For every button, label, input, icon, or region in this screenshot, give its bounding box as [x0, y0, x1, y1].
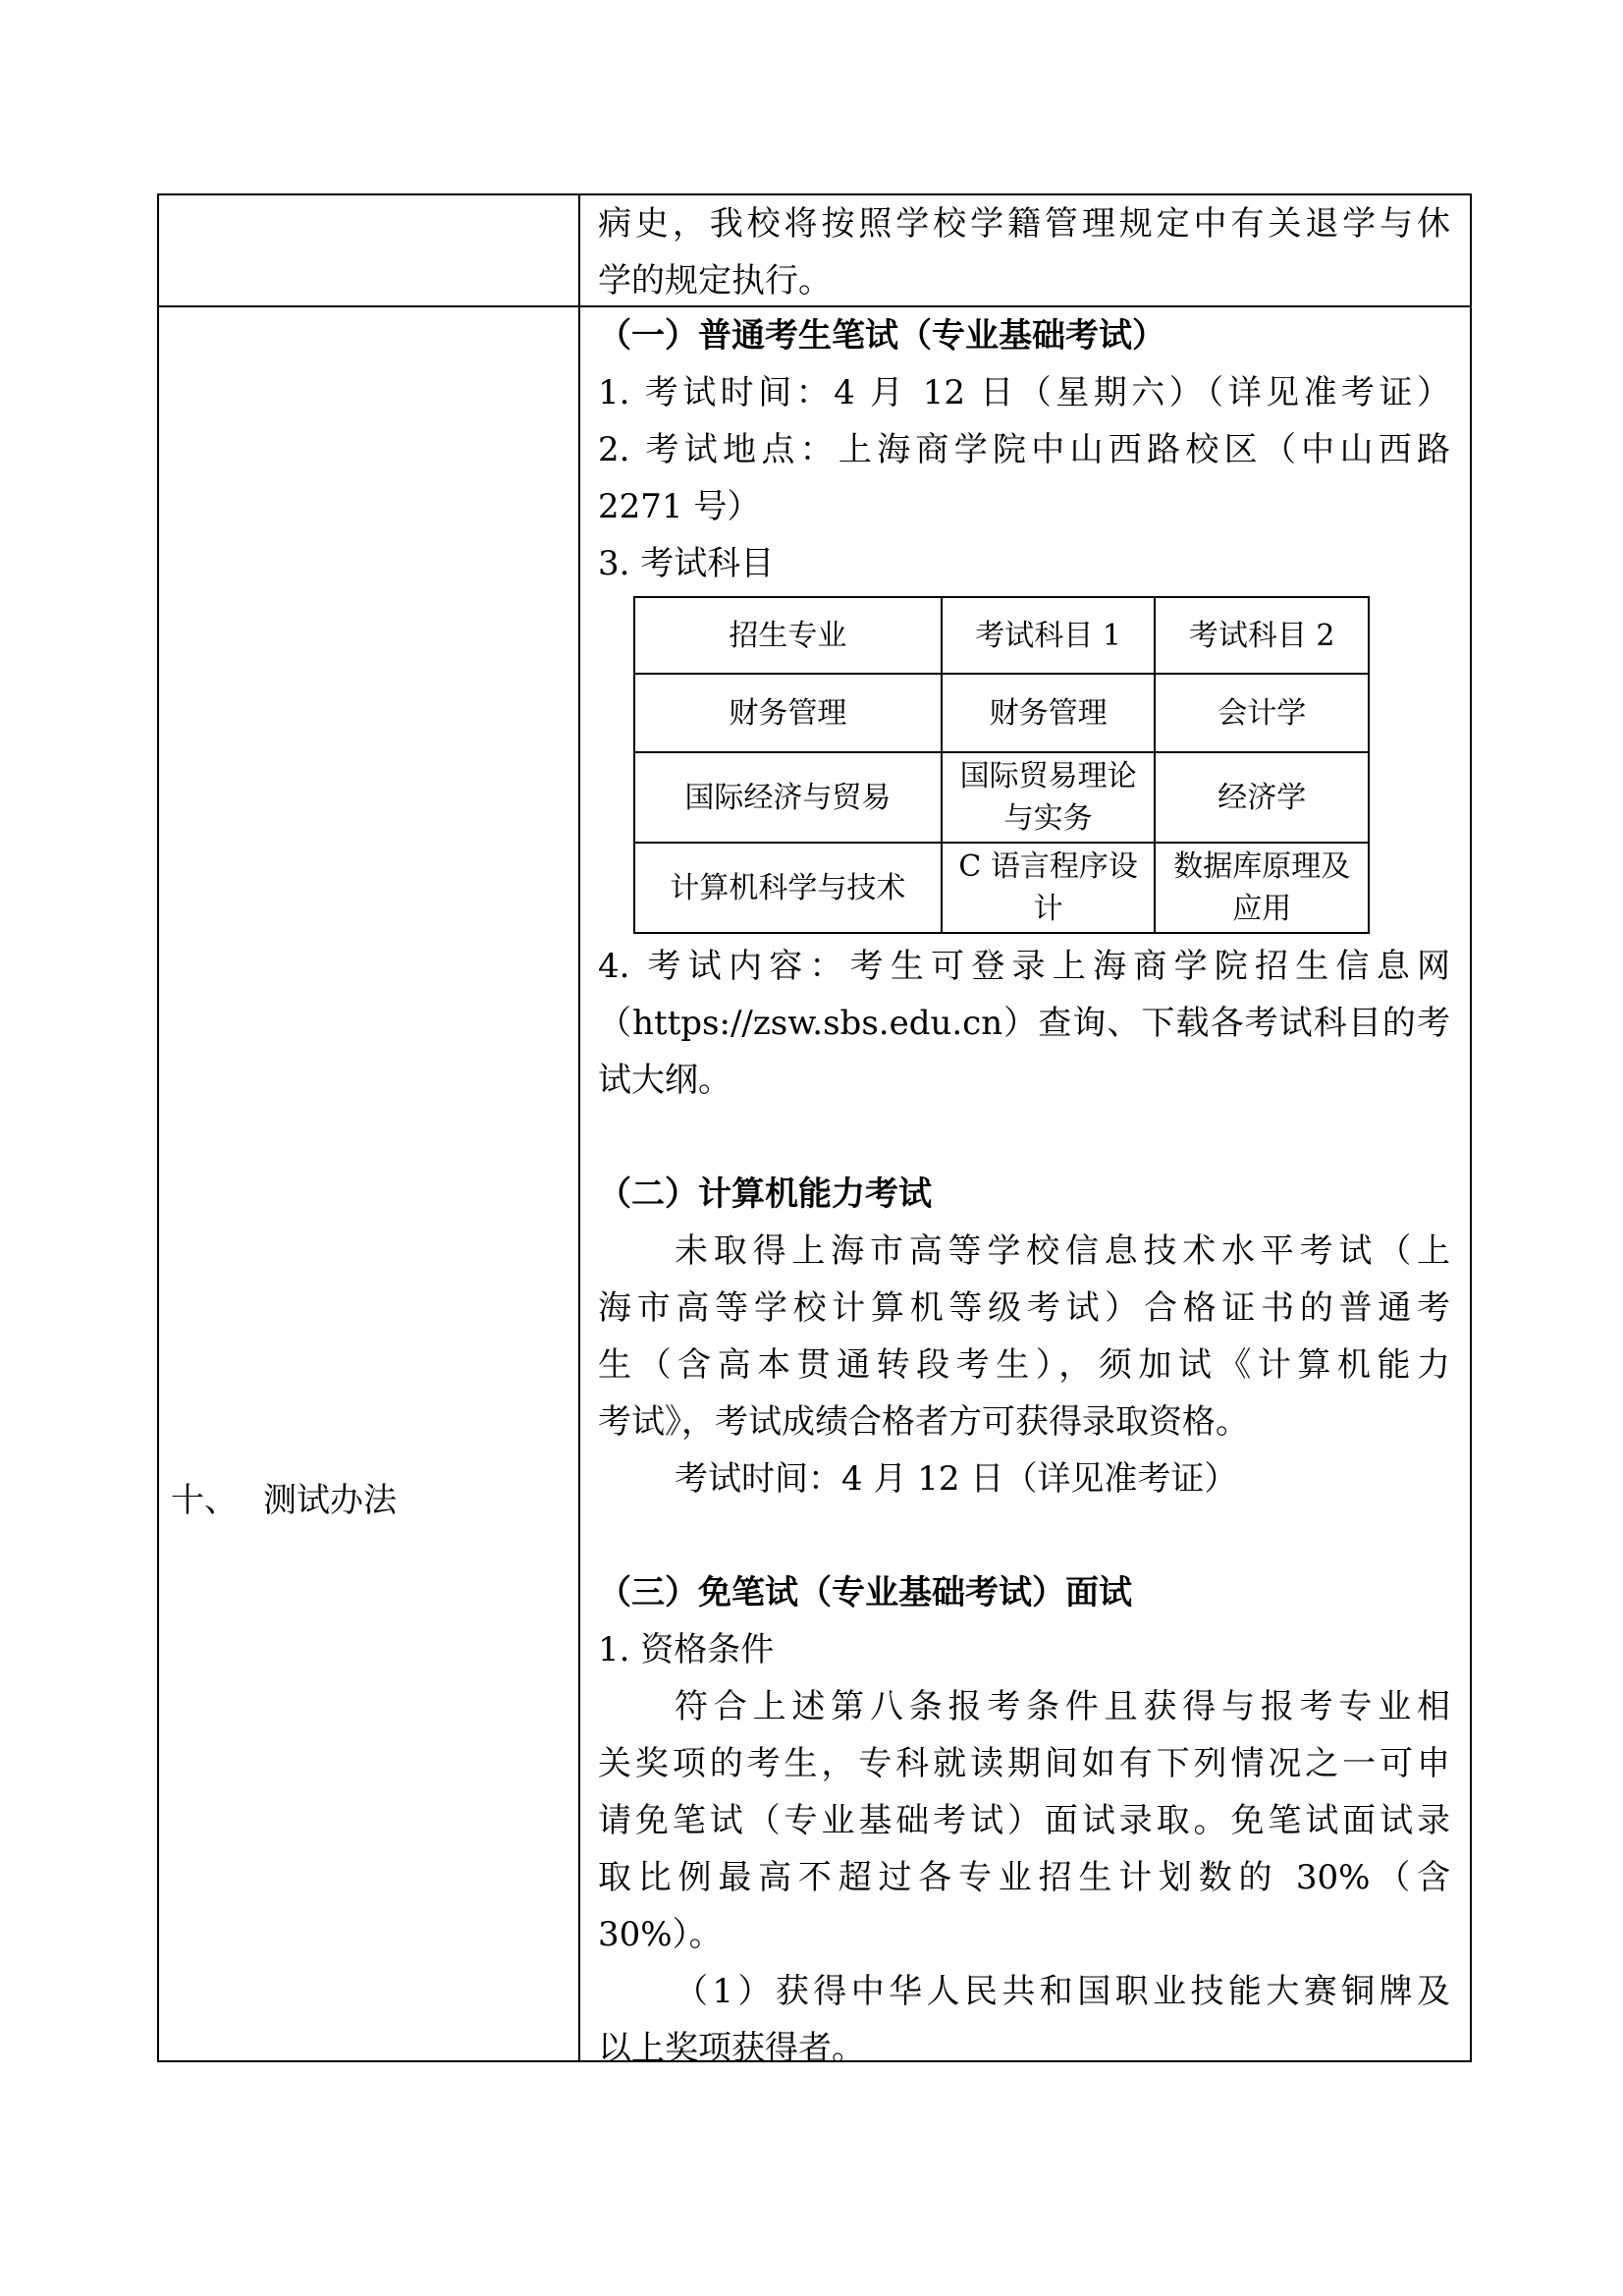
paragraph-line: 海市高等学校计算机等级考试）合格证书的普通考: [598, 1288, 1450, 1328]
table-cell: 国际贸易理论与实务: [942, 752, 1156, 843]
paragraph-line: 生（含高本贯通转段考生），须加试《计算机能力: [598, 1345, 1450, 1385]
paragraph-line: 关奖项的考生，专科就读期间如有下列情况之一可申: [598, 1744, 1450, 1783]
main-table: [157, 193, 1472, 2068]
table-cell: 经济学: [1155, 752, 1369, 843]
paragraph-line: 考试》，考试成绩合格者方可获得录取资格。: [598, 1402, 1249, 1442]
header-cell: 考试科目 2: [1155, 597, 1369, 674]
paragraph-line: 请免笔试（专业基础考试）面试录取。免笔试面试录: [598, 1801, 1450, 1840]
list-item-line: （1）获得中华人民共和国职业技能大赛铜牌及: [675, 1972, 1450, 2011]
subjects-table: [633, 596, 1370, 934]
exam-content-line: 试大纲。: [598, 1061, 731, 1100]
table-row: [158, 306, 1471, 2061]
exam-place-line: 2271 号）: [598, 487, 761, 526]
exam-subjects-label: 3. 考试科目: [598, 544, 775, 583]
section-title: 测试办法: [263, 1481, 397, 1520]
table-cell: 数据库原理及应用: [1155, 843, 1369, 933]
paragraph-line: 30%）。: [598, 1915, 723, 1954]
table-cell: 财务管理: [942, 674, 1156, 752]
table-header-row: [634, 597, 1369, 674]
section-number: 十、: [171, 1481, 238, 1520]
part1-heading: （一）普通考生笔试（专业基础考试）: [598, 316, 1165, 355]
header-cell: 考试科目 1: [942, 597, 1156, 674]
exam-content-line: （https://zsw.sbs.edu.cn）查询、下载各考试科目的考: [598, 1004, 1450, 1043]
exam-content-line: 4. 考试内容：考生可登录上海商学院招生信息网: [598, 947, 1450, 986]
table-cell: 计算机科学与技术: [634, 843, 942, 933]
header-cell: 招生专业: [634, 597, 942, 674]
section-label-cell: [158, 306, 579, 2061]
left-cell-empty: [158, 194, 579, 306]
qualification-label: 1. 资格条件: [598, 1630, 775, 1669]
right-cell-continuation: [579, 194, 1471, 306]
text-line: 病史，我校将按照学校学籍管理规定中有关退学与休: [598, 204, 1450, 244]
part3-heading: （三）免笔试（专业基础考试）面试: [598, 1573, 1132, 1613]
text-line: 学的规定执行。: [598, 261, 832, 301]
table-cell: 会计学: [1155, 674, 1369, 752]
part2-heading: （二）计算机能力考试: [598, 1175, 932, 1214]
table-row: [634, 674, 1369, 752]
table-cell: C 语言程序设计: [942, 843, 1156, 933]
table-row: [158, 194, 1471, 306]
section-label: [171, 1481, 397, 1520]
computer-exam-time: 考试时间：4 月 12 日（详见准考证）: [675, 1459, 1238, 1499]
section-content-cell: [579, 306, 1471, 2068]
exam-place-line: 2. 考试地点：上海商学院中山西路校区（中山西路: [598, 430, 1450, 469]
table-cell: 财务管理: [634, 674, 942, 752]
paragraph-line: 取比例最高不超过各专业招生计划数的 30%（含: [598, 1858, 1450, 1897]
list-item-line: 以上奖项获得者。: [598, 2029, 865, 2068]
table-row: [634, 752, 1369, 843]
paragraph-line: 未取得上海市高等学校信息技术水平考试（上: [675, 1231, 1450, 1271]
table-cell: 国际经济与贸易: [634, 752, 942, 843]
paragraph-line: 符合上述第八条报考条件且获得与报考专业相: [675, 1687, 1450, 1726]
table-row: [634, 843, 1369, 933]
exam-time: 1. 考试时间：4 月 12 日（星期六）（详见准考证）: [598, 373, 1450, 412]
